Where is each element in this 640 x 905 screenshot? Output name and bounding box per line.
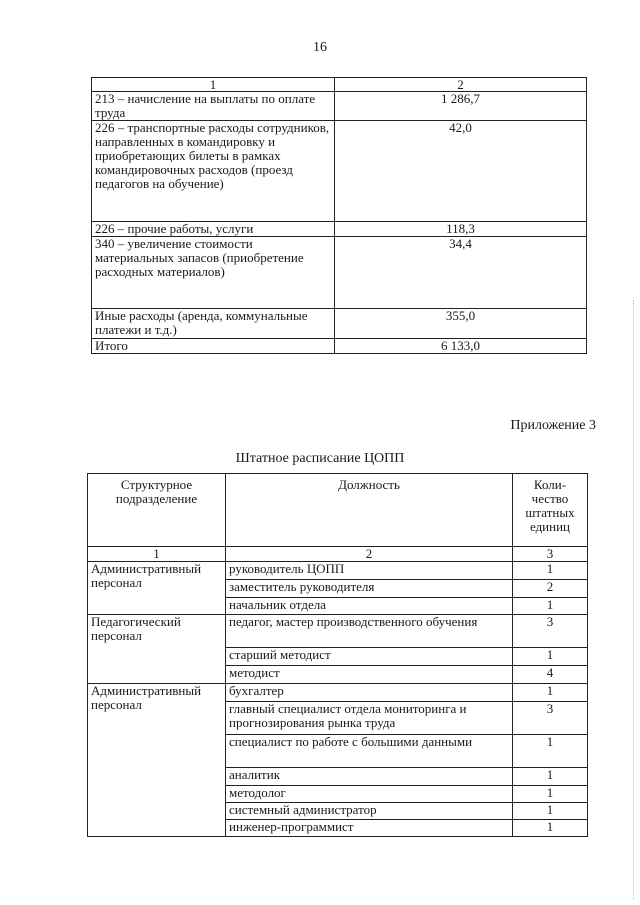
staff-position: специалист по работе с большими данными	[226, 735, 513, 768]
staff-count: 2	[513, 580, 588, 598]
staff-position: методолог	[226, 786, 513, 803]
staff-count: 1	[513, 562, 588, 580]
budget-row-label: 213 – начисление на выплаты по оплате труда	[92, 92, 335, 121]
budget-row	[92, 222, 587, 237]
budget-row-value: 355,0	[335, 309, 587, 339]
budget-row-label: 340 – увеличение стоимости материальных запасов (приобретение расходных материалов)	[92, 237, 335, 309]
staff-position: руководитель ЦОПП	[226, 562, 513, 580]
staff-position: педагог, мастер производственного обучения	[226, 615, 513, 648]
budget-row-value: 34,4	[335, 237, 587, 309]
staff-position: бухгалтер	[226, 684, 513, 702]
staff-division: Административный персонал	[88, 684, 226, 837]
budget-row	[92, 121, 587, 222]
staff-row	[88, 562, 588, 580]
page-number: 16	[313, 40, 327, 55]
staff-row	[88, 684, 588, 702]
budget-row-value: 6 133,0	[335, 339, 587, 354]
staff-position: начальник отдела	[226, 598, 513, 615]
staff-count: 1	[513, 648, 588, 666]
staff-position: старший методист	[226, 648, 513, 666]
staff-header-position: Должность	[226, 474, 513, 547]
staff-number-row	[88, 547, 588, 562]
budget-table	[91, 77, 587, 354]
staff-header-count: Коли-чество штатных единиц	[513, 474, 588, 547]
staff-number-2: 2	[226, 547, 513, 562]
budget-row-label: 226 – транспортные расходы сотрудников, направленных в командировку и приобретающих билеты в рамках командировочных расходов (проезд педагогов на обучение)	[92, 121, 335, 222]
staff-position: главный специалист отдела мониторинга и прогнозирования рынка труда	[226, 702, 513, 735]
budget-row-label: Иные расходы (аренда, коммунальные платежи и т.д.)	[92, 309, 335, 339]
budget-row	[92, 92, 587, 121]
budget-row	[92, 309, 587, 339]
staff-count: 1	[513, 786, 588, 803]
staff-schedule-title: Штатное расписание ЦОПП	[235, 451, 405, 466]
staff-position: заместитель руководителя	[226, 580, 513, 598]
staff-count: 3	[513, 702, 588, 735]
staff-header-division: Структурное подразделение	[88, 474, 226, 547]
staff-position: методист	[226, 666, 513, 684]
staff-position: системный администратор	[226, 803, 513, 820]
staff-table	[87, 473, 588, 837]
budget-row-value: 42,0	[335, 121, 587, 222]
staff-count: 1	[513, 820, 588, 837]
staff-count: 1	[513, 735, 588, 768]
budget-header-col1: 1	[92, 78, 335, 92]
budget-row-label: Итого	[92, 339, 335, 354]
staff-count: 1	[513, 803, 588, 820]
appendix-label: Приложение 3	[510, 418, 596, 433]
staff-number-1: 1	[88, 547, 226, 562]
staff-division: Педагогический персонал	[88, 615, 226, 684]
staff-position: аналитик	[226, 768, 513, 786]
staff-number-3: 3	[513, 547, 588, 562]
budget-row-value: 118,3	[335, 222, 587, 237]
budget-row	[92, 339, 587, 354]
staff-count: 1	[513, 684, 588, 702]
scan-edge-line	[632, 300, 634, 900]
budget-header-col2: 2	[335, 78, 587, 92]
budget-row-value: 1 286,7	[335, 92, 587, 121]
budget-row-label: 226 – прочие работы, услуги	[92, 222, 335, 237]
staff-position: инженер-программист	[226, 820, 513, 837]
staff-division: Административный персонал	[88, 562, 226, 615]
staff-header-row	[88, 474, 588, 547]
staff-count: 1	[513, 768, 588, 786]
staff-row	[88, 615, 588, 648]
staff-count: 1	[513, 598, 588, 615]
budget-header-row	[92, 78, 587, 92]
staff-count: 4	[513, 666, 588, 684]
budget-row	[92, 237, 587, 309]
staff-count: 3	[513, 615, 588, 648]
